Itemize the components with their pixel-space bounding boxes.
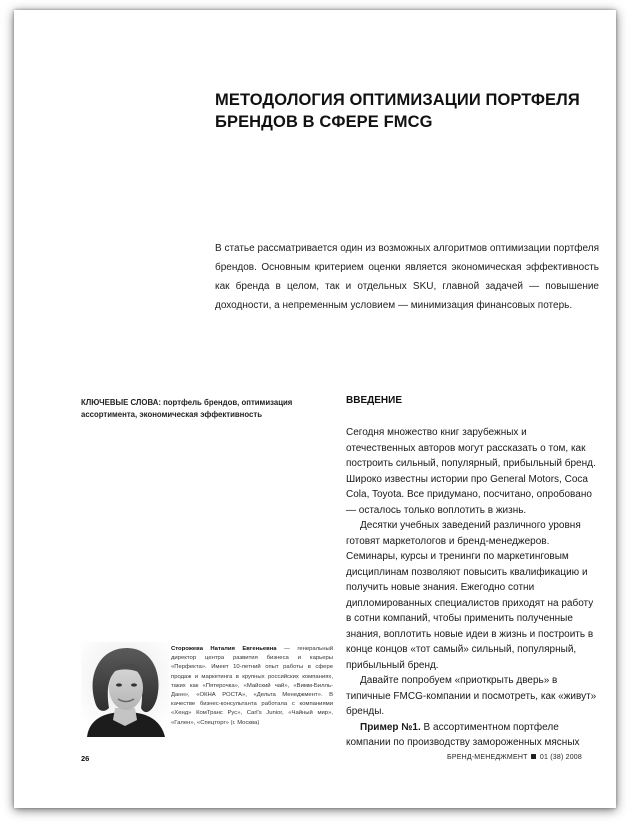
keywords-label: КЛЮЧЕВЫЕ СЛОВА: [81, 398, 161, 407]
keywords-block [81, 397, 331, 420]
body-paragraph-1: Сегодня множество книг зарубежных и отечественных авторов могут рассказать о том, как построить сильный, популярный, прибыльный бренд. Широко известны истории про General Motors, Coca Cola, Toyota. Все придумано, посчитано, опробовано — осталось только воплотить в жизнь. [346, 427, 596, 516]
article-title-line-1: МЕТОДОЛОГИЯ ОПТИМИЗАЦИИ ПОРТФЕЛЯ [215, 91, 580, 109]
keywords-text: портфель брендов, оптимизация ассортимента, экономическая эффективность [81, 398, 293, 419]
body-paragraph-2: Десятки учебных заведений различного уровня готовят маркетологов и бренд-менеджеров. Семинары, курсы и тренинги по маркетинговым дисциплинам позволяют повысить квалификацию и получить новые знания. Ежегодно сотни дипломированных специалистов приходят на работу в сотни компаний, чтобы применить полученные знания, воплотить новые идеи в жизнь и построить в конце концов «тот самый» сильный, популярный, прибыльный бренд. [346, 520, 594, 671]
author-photo [81, 642, 169, 737]
journal-issue: 01 (38) 2008 [539, 754, 582, 761]
section-heading: ВВЕДЕНИЕ [346, 395, 402, 406]
article-abstract: В статье рассматривается один из возможных алгоритмов оптимизации портфеля брендов. Основным критерием оценки является экономическая эффективность как бренда в целом, так и отдельных SKU, главной задачей — повышение доходности, а непременным условием — минимизация финансовых потерь. [215, 243, 599, 311]
square-bullet-icon [531, 754, 536, 759]
article-title-line-2: БРЕНДОВ В СФЕРЕ FMCG [215, 113, 433, 131]
journal-footer [447, 754, 582, 761]
example-lead: Пример №1. [360, 721, 421, 733]
page-number: 26 [81, 754, 90, 763]
magazine-page [14, 10, 616, 808]
article-title [215, 89, 595, 133]
body-paragraph-3: Давайте попробуем «приоткрыть дверь» в типичные FMCG-компании и посмотреть, как «живут» бренды. [346, 675, 597, 717]
author-bio-text: — генеральный директор центра развития бизнеса и карьеры «Перфекта». Имеет 10-летний опыт работы в сфере продаж и маркетинга в крупных российских компаниях, таких как «Пятерочка», «Майский чай», «Вимм-Билль-Данн», «ОКНА РОСТА», «Дельта Менеджмент». В качестве бизнес-консультанта работала с компаниями «Хенд» КомТранс Рус», Carl's Junior, «Чайный мир», «Гален», «Спецторг» (г. Москва) [171, 646, 333, 726]
author-name: Сторожева Наталия Евгеньевна [171, 646, 277, 652]
body-paragraph-4 [346, 720, 598, 751]
article-body [346, 425, 598, 751]
journal-name: БРЕНД-МЕНЕДЖМЕНТ [447, 754, 528, 761]
author-bio [171, 645, 333, 728]
example-text: В ассортиментном портфеле компании по производству замороженных мясных [346, 721, 580, 748]
